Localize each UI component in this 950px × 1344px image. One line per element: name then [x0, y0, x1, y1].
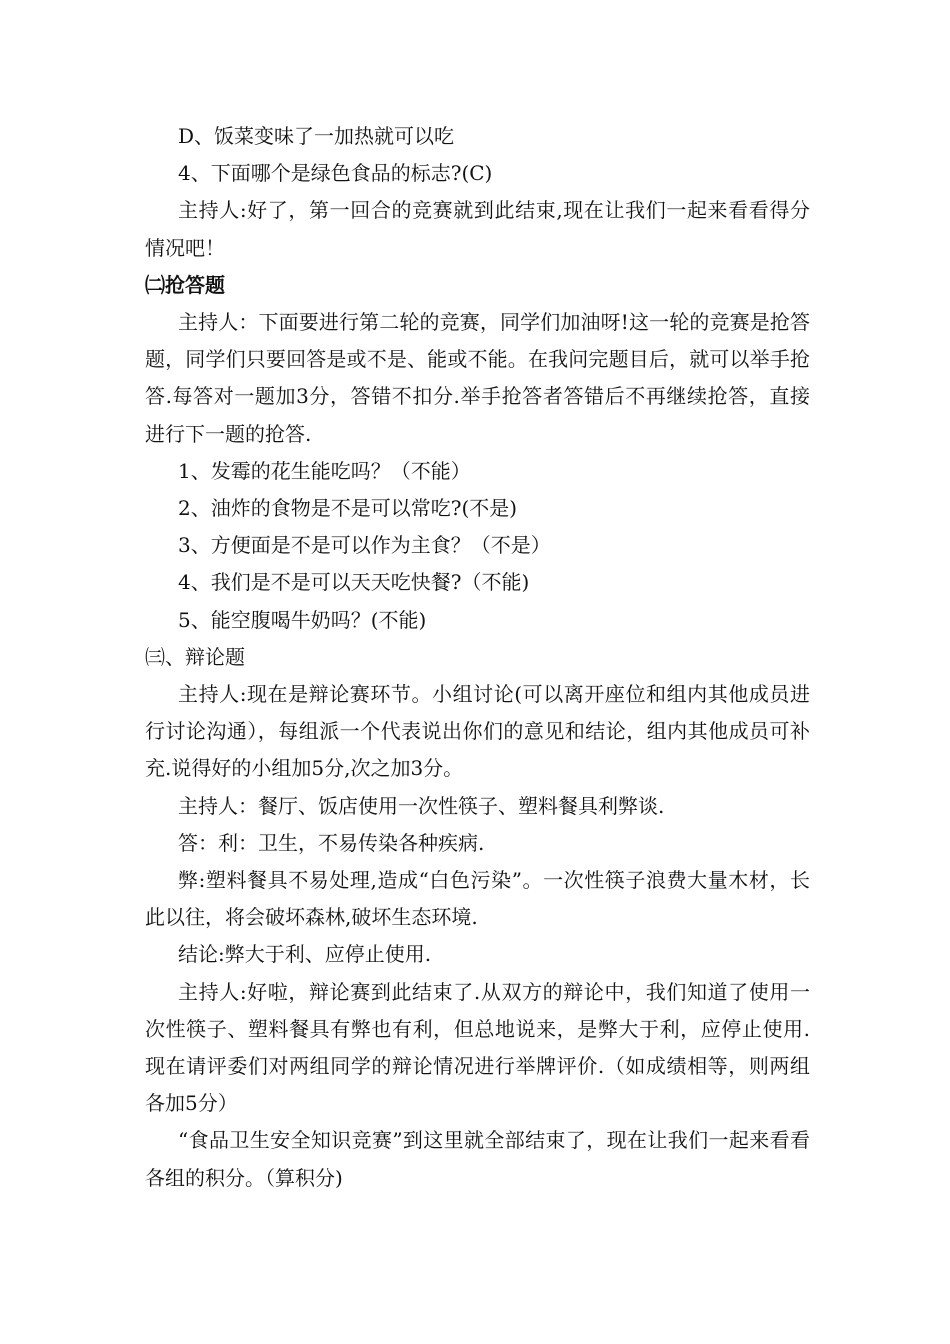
paragraph-host-debate-intro: 主持人:现在是辩论赛环节。小组讨论(可以离开座位和组内其他成员进行讨论沟通），每组派一个代表说出你们的意见和结论，组内其他成员可补充.说得好的小组加5分,次之加3分。 [145, 682, 810, 781]
quiz-item-1: 1、发霉的花生能吃吗？（不能） [178, 458, 471, 483]
quiz-item-3: 3、方便面是不是可以作为主食？（不是） [178, 533, 551, 558]
paragraph-answer-pros: 答：利：卫生，不易传染各种疾病. [178, 830, 485, 855]
section-heading-debate: ㈢、辩论题 [145, 644, 245, 669]
paragraph-question-4: 4、下面哪个是绿色食品的标志?(C) [178, 161, 493, 186]
paragraph-closing: “食品卫生安全知识竞赛”到这里就全部结束了，现在让我们一起来看看各组的积分。（算积分) [145, 1128, 810, 1190]
quiz-item-4: 4、我们是不是可以天天吃快餐?（不能) [178, 570, 530, 595]
paragraph-host-round1-end: 主持人:好了，第一回合的竞赛就到此结束,现在让我们一起来看看得分情况吧！ [145, 198, 810, 260]
section-heading-quick-answer: ㈡抢答题 [145, 272, 225, 297]
paragraph-option-d: D、饭菜变味了一加热就可以吃 [178, 124, 455, 148]
document-body [145, 118, 810, 1197]
paragraph-host-debate-topic: 主持人：餐厅、饭店使用一次性筷子、塑料餐具利弊谈. [178, 793, 665, 818]
paragraph-host-debate-end: 主持人:好啦，辩论赛到此结束了.从双方的辩论中，我们知道了使用一次性筷子、塑料餐具有弊也有利，但总地说来，是弊大于利，应停止使用.现在请评委们对两组同学的辩论情况进行举牌评价.（如成绩相等，则两组各加5分） [145, 979, 810, 1116]
quiz-item-5: 5、能空腹喝牛奶吗？(不能) [178, 607, 427, 632]
paragraph-host-round2-intro: 主持人：下面要进行第二轮的竞赛，同学们加油呀!这一轮的竞赛是抢答题，同学们只要回答是或不是、能或不能。在我问完题目后，就可以举手抢答.每答对一题加3分，答错不扣分.举手抢答者答错后不再继续抢答，直接进行下一题的抢答. [145, 310, 810, 446]
paragraph-conclusion: 结论:弊大于利、应停止使用. [178, 942, 432, 967]
paragraph-answer-cons: 弊:塑料餐具不易处理,造成“白色污染”。一次性筷子浪费大量木材，长此以往，将会破坏森林,破坏生态环境. [145, 868, 810, 930]
quiz-item-2: 2、油炸的食物是不是可以常吃?(不是) [178, 496, 518, 521]
